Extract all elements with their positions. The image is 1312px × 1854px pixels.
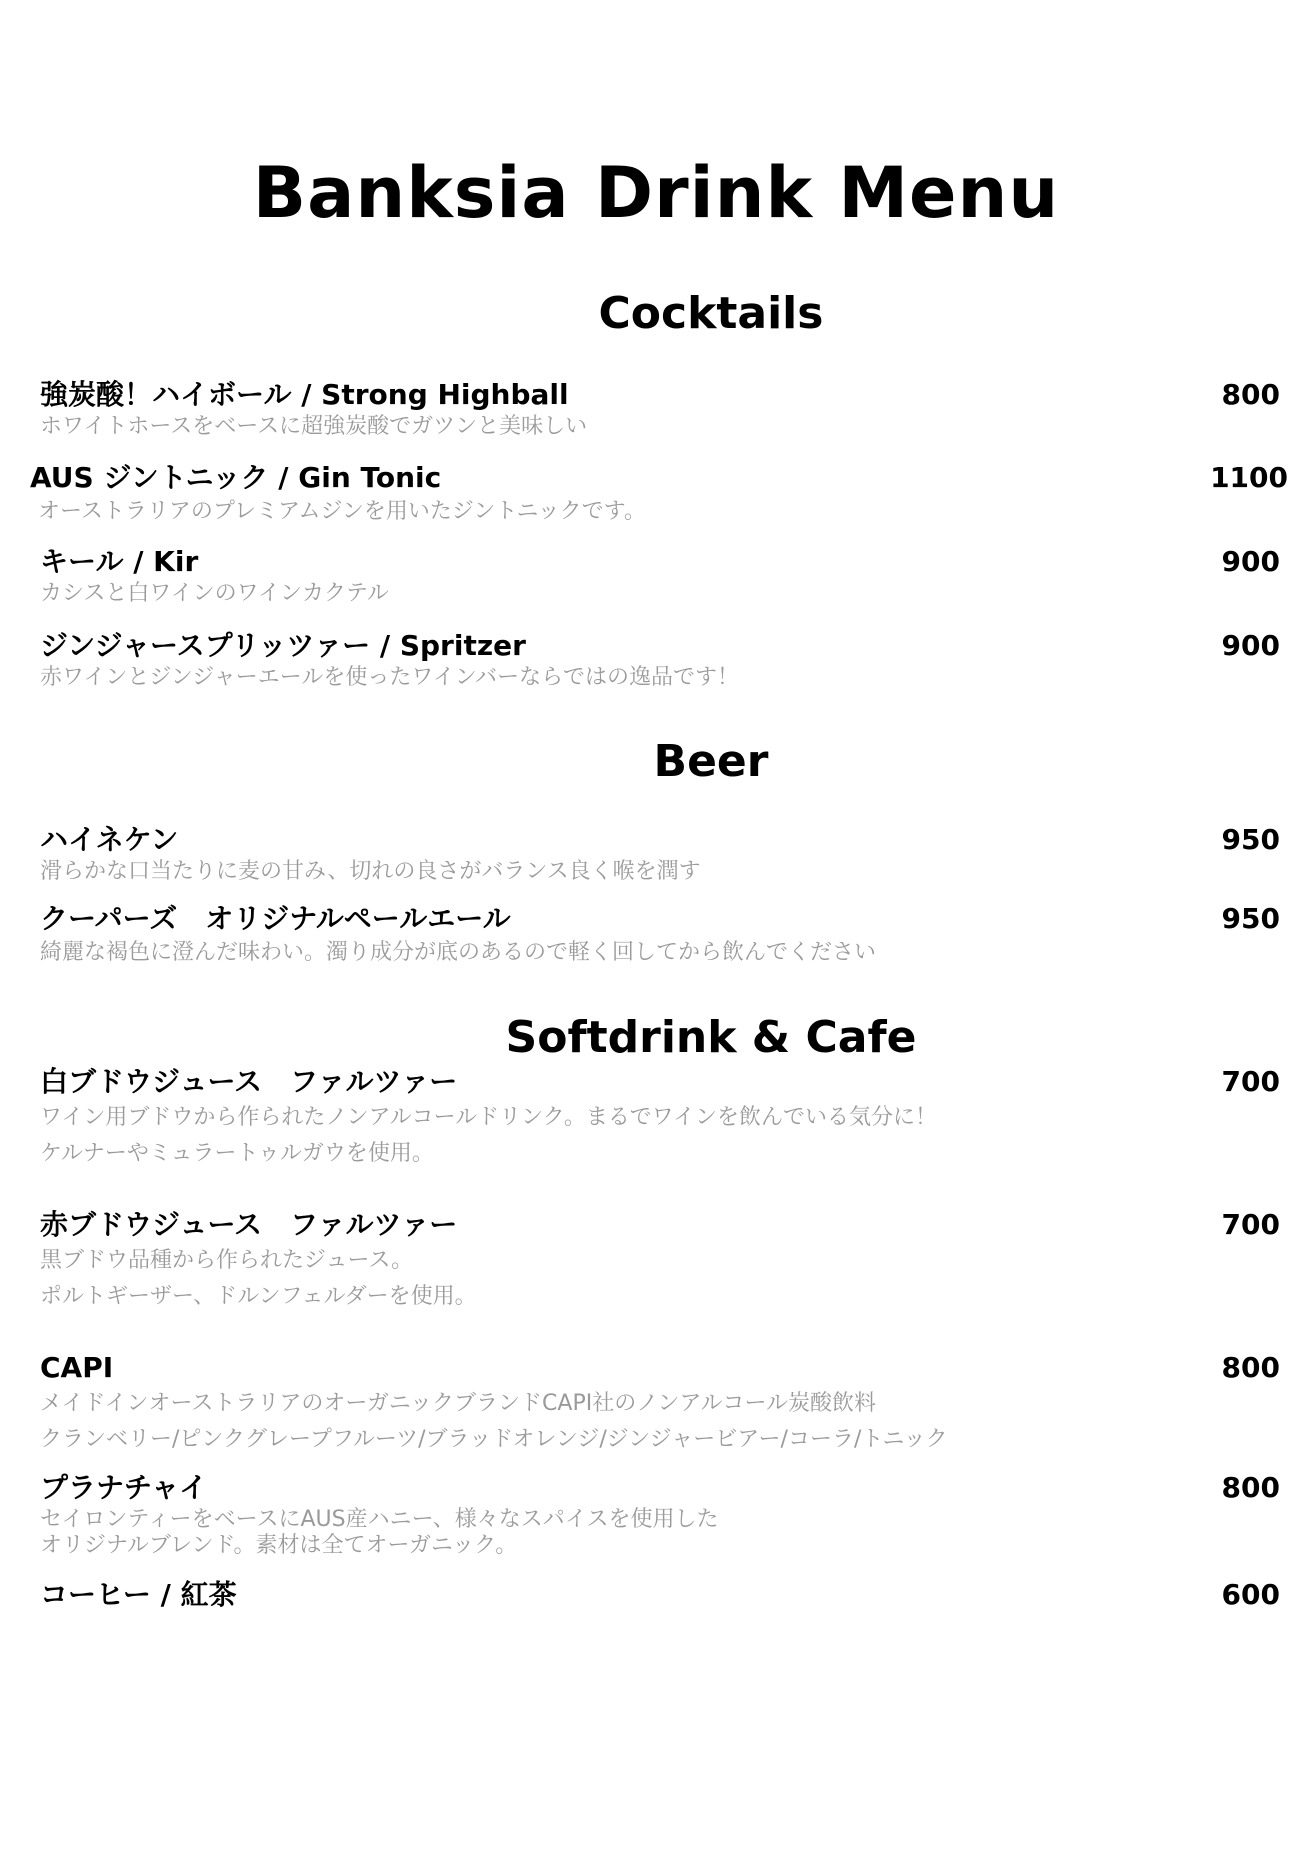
- item-description: 赤ワインとジンジャーエールを使ったワインバーならではの逸品です！: [40, 665, 739, 690]
- section-heading-cocktails: Cocktails: [598, 288, 824, 339]
- item-name: CAPI: [40, 1351, 114, 1384]
- item-price: 900: [1221, 629, 1280, 662]
- item-description: オーストラリアのプレミアムジンを用いたジントニックです。: [38, 499, 646, 524]
- item-name: キール / Kir: [40, 545, 199, 578]
- item-description: ワイン用ブドウから作られたノンアルコールドリンク。まるでワインを飲んでいる気分に！: [40, 1105, 937, 1130]
- item-description: ケルナーやミュラートゥルガウを使用。: [40, 1141, 434, 1166]
- item-description: メイドインオーストラリアのオーガニックブランドCAPI社のノンアルコール炭酸飲料: [40, 1391, 877, 1416]
- item-name: 白ブドウジュース ファルツァー: [40, 1065, 458, 1098]
- page-title: Banksia Drink Menu: [252, 152, 1060, 234]
- section-heading-softdrink-cafe: Softdrink & Cafe: [505, 1012, 917, 1063]
- item-description: クランベリー/ピンクグレープフルーツ/ブラッドオレンジ/ジンジャービアー/コーラ/トニック: [40, 1427, 948, 1452]
- item-name: 赤ブドウジュース ファルツァー: [40, 1208, 458, 1241]
- item-description: ポルトギーザー、ドルンフェルダーを使用。: [40, 1284, 477, 1309]
- item-description: 綺麗な褐色に澄んだ味わい。濁り成分が底のあるので軽く回してから飲んでください: [40, 940, 877, 965]
- item-price: 700: [1221, 1065, 1280, 1098]
- item-description: オリジナルブレンド。素材は全てオーガニック。: [40, 1533, 518, 1558]
- item-price: 700: [1221, 1208, 1280, 1241]
- item-price: 950: [1221, 902, 1280, 935]
- item-description: セイロンティーをベースにAUS産ハニー、様々なスパイスを使用した: [40, 1507, 719, 1532]
- item-price: 800: [1221, 1351, 1280, 1384]
- item-name: クーパーズ オリジナルペールエール: [40, 902, 511, 935]
- item-name: ハイネケン: [40, 823, 179, 856]
- item-name: 強炭酸！ハイボール / Strong Highball: [40, 378, 569, 411]
- item-name: コーヒー / 紅茶: [40, 1578, 237, 1611]
- item-name: AUS ジントニック / Gin Tonic: [30, 461, 442, 494]
- item-description: ホワイトホースをベースに超強炭酸でガツンと美味しい: [40, 414, 588, 439]
- item-description: 黒ブドウ品種から作られたジュース。: [40, 1248, 414, 1273]
- section-heading-beer: Beer: [653, 736, 769, 787]
- item-price: 600: [1221, 1578, 1280, 1611]
- item-description: 滑らかな口当たりに麦の甘み、切れの良さがバランス良く喉を潤す: [40, 859, 701, 884]
- item-description: カシスと白ワインのワインカクテル: [40, 581, 389, 606]
- item-price: 800: [1221, 1471, 1280, 1504]
- item-price: 950: [1221, 823, 1280, 856]
- item-price: 900: [1221, 545, 1280, 578]
- item-price: 800: [1221, 378, 1280, 411]
- item-price: 1100: [1210, 461, 1288, 494]
- item-name: プラナチャイ: [40, 1471, 208, 1504]
- item-name: ジンジャースプリッツァー / Spritzer: [40, 629, 526, 662]
